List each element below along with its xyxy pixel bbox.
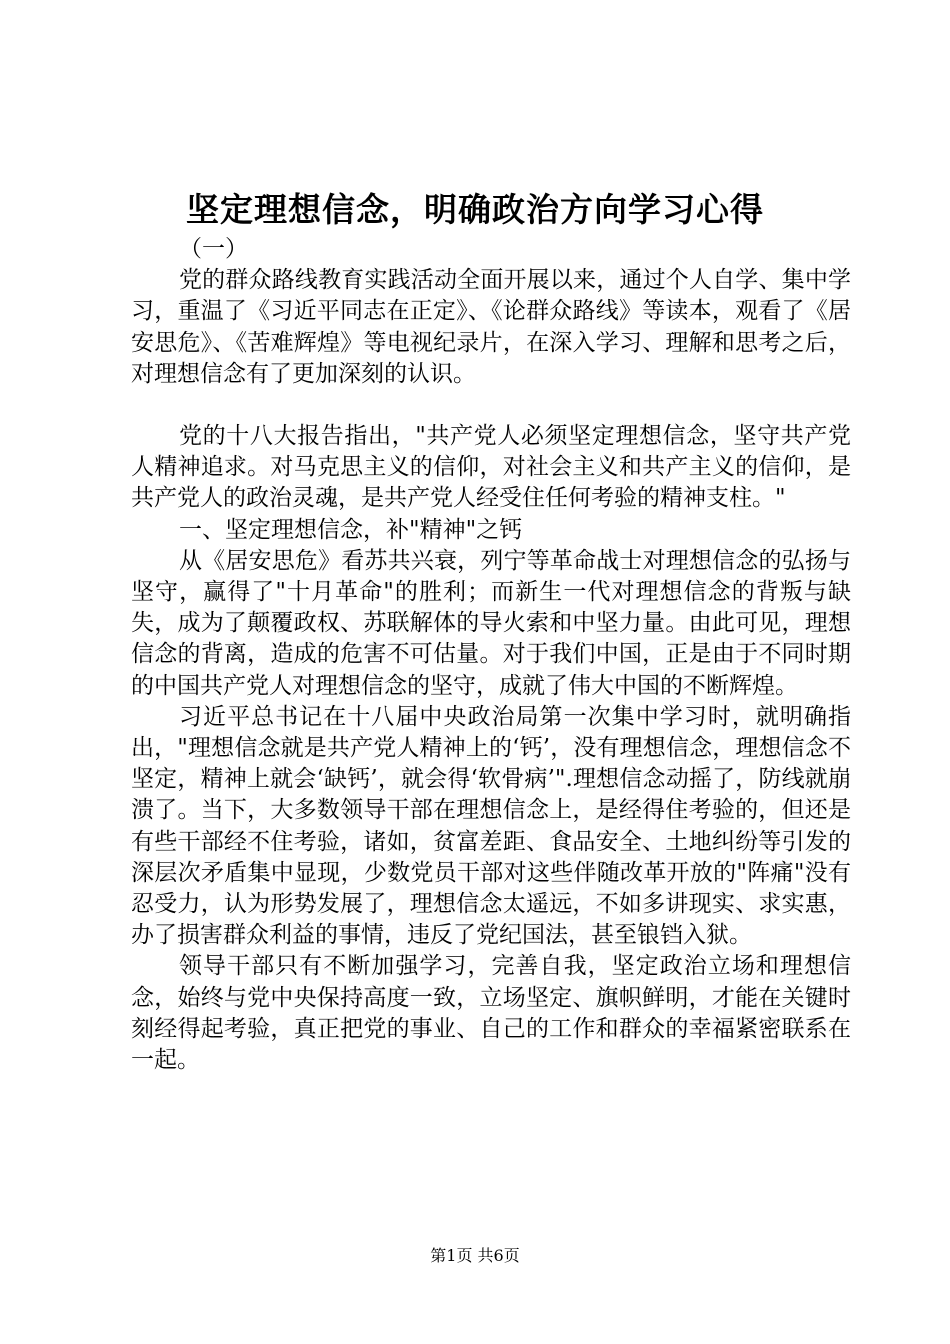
section-heading: 一、坚定理想信念，补"精神"之钙	[179, 516, 523, 543]
paragraph-soviet-lesson: 从《居安思危》看苏共兴衰，列宁等革命战士对理想信念的弘扬与坚守，赢得了"十月革命"的胜利；而新生一代对理想信念的背叛与缺失，成为了颠覆政权、苏联解体的导火索和中坚力量。由此可见，理想信念的背离，造成的危害不可估量。对于我们中国，正是由于不同时期的中国共产党人对理想信念的坚守，成就了伟大中国的不断辉煌。	[131, 547, 851, 699]
paragraph-spacer	[131, 390, 851, 421]
page-number-footer: 第1页 共6页	[430, 1246, 520, 1265]
section-marker: （一）	[179, 236, 248, 262]
paragraph-xi-quote: 习近平总书记在十八届中央政治局第一次集中学习时，就明确指出，"理想信念就是共产党人精神上的‘钙’，没有理想信念，理想信念不坚定，精神上就会‘缺钙’，就会得‘软骨病’".理想信念动摇了，防线就崩溃了。当下，大多数领导干部在理想信念上，是经得住考验的，但还是有些干部经不住考验，诸如，贫富差距、食品安全、土地纠纷等引发的深层次矛盾集中显现，少数党员干部对这些伴随改革开放的"阵痛"没有忍受力，认为形势发展了，理想信念太遥远，不如多讲现实、求实惠，办了损害群众利益的事情，违反了党纪国法，甚至锒铛入狱。	[131, 703, 851, 949]
paragraph-intro: 党的群众路线教育实践活动全面开展以来，通过个人自学、集中学习，重温了《习近平同志在正定》、《论群众路线》等读本，观看了《居安思危》、《苦难辉煌》等电视纪录片，在深入学习、理解和思考之后，对理想信念有了更加深刻的认识。	[131, 267, 851, 387]
paragraph-conclusion: 领导干部只有不断加强学习，完善自我，坚定政治立场和理想信念，始终与党中央保持高度一致，立场坚定、旗帜鲜明，才能在关键时刻经得起考验，真正把党的事业、自己的工作和群众的幸福紧密联系在一起。	[131, 953, 851, 1074]
document-body	[131, 234, 851, 1076]
paragraph-report-quote: 党的十八大报告指出，"共产党人必须坚定理想信念，坚守共产党人精神追求。对马克思主义的信仰，对社会主义和共产主义的信仰，是共产党人的政治灵魂，是共产党人经受住任何考验的精神支柱。"	[131, 423, 851, 512]
document-title: 坚定理想信念，明确政治方向学习心得	[186, 190, 764, 229]
